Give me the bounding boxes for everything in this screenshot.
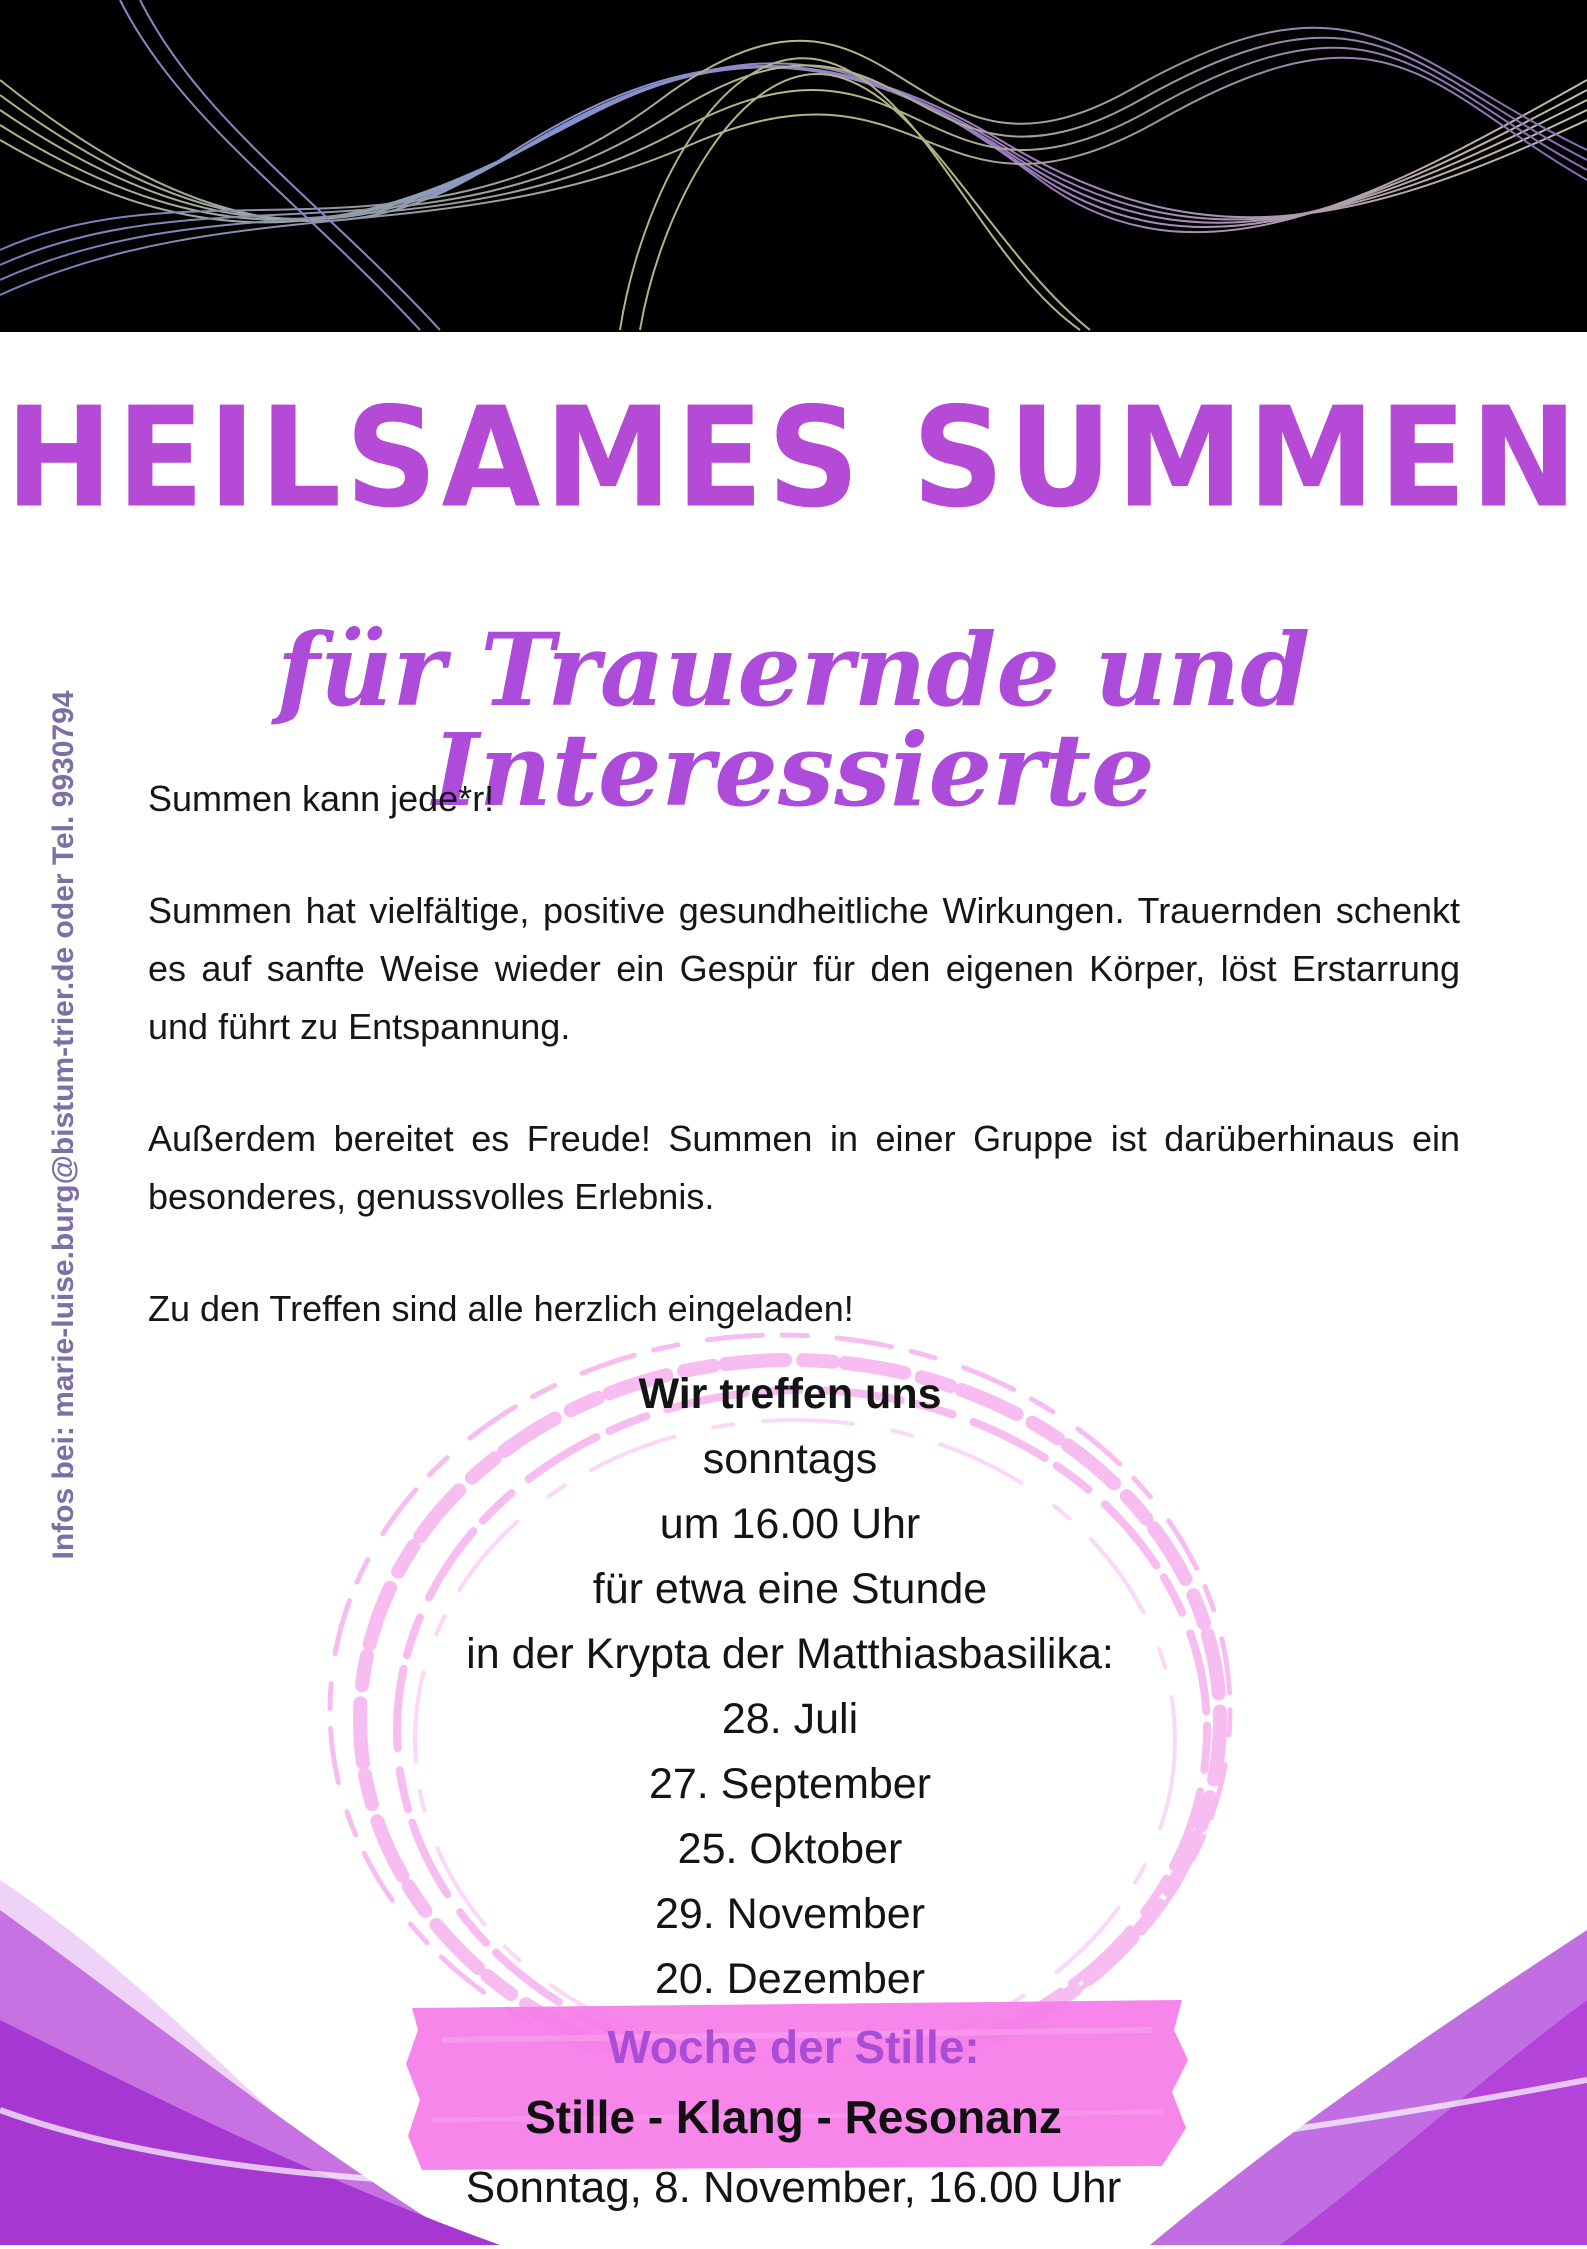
header-wave-image (0, 0, 1587, 332)
special-event-date: Sonntag, 8. November, 16.00 Uhr (465, 2163, 1122, 2212)
page-title: HEILSAMES SUMMEN (5, 378, 1582, 539)
schedule-location: in der Krypta der Matthiasbasilika: (466, 1630, 1114, 1678)
special-event-subtitle: Stille - Klang - Resonanz (525, 2091, 1062, 2143)
schedule-date: 28. Juli (721, 1695, 859, 1743)
schedule-time: um 16.00 Uhr (659, 1500, 921, 1548)
schedule-date: 27. September (648, 1760, 932, 1808)
intro-paragraph-4: Zu den Treffen sind alle herzlich eingeladen! (148, 1288, 854, 1329)
schedule-date: 20. Dezember (654, 1955, 926, 2003)
contact-info: Infos bei: marie-luise.burg@bistum-trier.de oder Tel. 9930794 (47, 690, 80, 1560)
intro-paragraph-2: Summen hat vielfältige, positive gesundheitliche Wirkungen. Trauernden schenkt es auf sanfte Weise wieder ein Gespür für den eigenen Körper, löst Erstarrung und führt zu Entspannung. (148, 890, 1460, 1047)
schedule-weekday: sonntags (702, 1435, 878, 1483)
intro-paragraph-3: Außerdem bereitet es Freude! Summen in einer Gruppe ist darüberhinaus ein besonderes, genussvolles Erlebnis. (148, 1118, 1460, 1217)
schedule-date: 25. Oktober (677, 1825, 903, 1873)
schedule-heading: Wir treffen uns (638, 1370, 942, 1418)
schedule-block (340, 1362, 1240, 2012)
special-event-title: Woche der Stille: (607, 2021, 980, 2073)
schedule-duration: für etwa eine Stunde (592, 1565, 988, 1613)
intro-text (148, 770, 1460, 1392)
schedule-date: 29. November (654, 1890, 926, 1938)
intro-paragraph-1: Summen kann jede*r! (148, 778, 495, 819)
page-subtitle: für Trauernde und Interessierte (276, 611, 1311, 829)
